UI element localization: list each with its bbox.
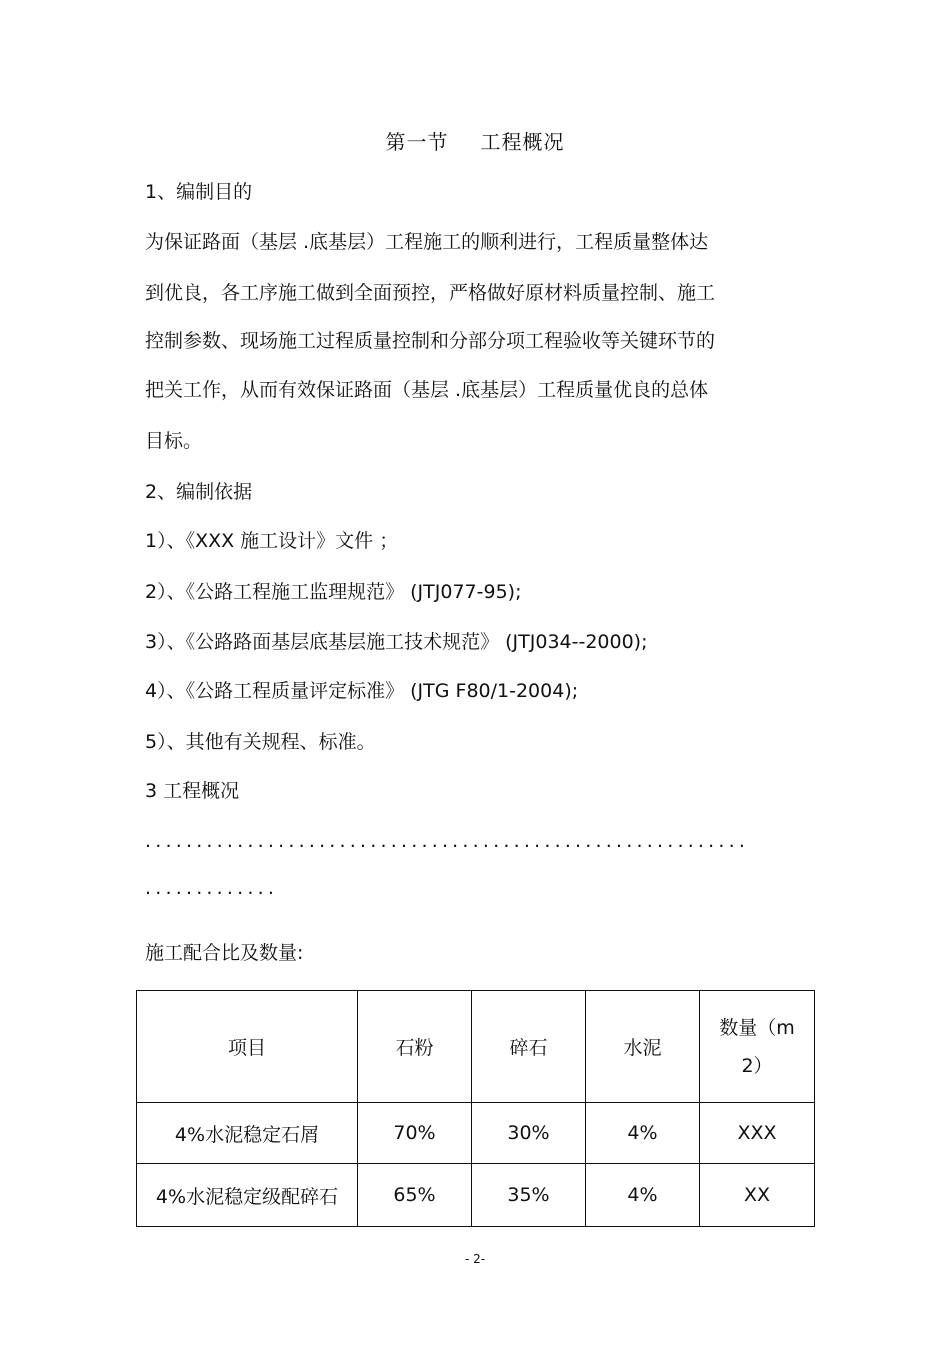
row-item: 4%水泥稳定石屑 xyxy=(137,1103,358,1164)
heading-overview: 3 工程概况 xyxy=(145,780,240,802)
row-stone-powder: 65% xyxy=(358,1164,472,1227)
basis-item-4: 4）、《公路工程质量评定标准》 (JTG F80/1-2004); xyxy=(145,680,579,702)
mix-caption: 施工配合比及数量: xyxy=(145,942,304,964)
row-quantity: XX xyxy=(700,1164,815,1227)
header-quantity xyxy=(700,991,815,1103)
header-cement: 水泥 xyxy=(586,991,700,1103)
basis-item-1: 1）、《XXX 施工设计》文件 ； xyxy=(145,530,399,552)
basis-item-3: 3）、《公路路面基层底基层施工技术规范》 (JTJ034--2000); xyxy=(145,631,648,653)
row-cement: 4% xyxy=(586,1164,700,1227)
row-gravel: 30% xyxy=(472,1103,586,1164)
row-cement: 4% xyxy=(586,1103,700,1164)
row-item: 4%水泥稳定级配碎石 xyxy=(137,1164,358,1227)
section-number: 第一节 xyxy=(385,130,449,154)
table-row xyxy=(137,1103,815,1164)
header-item: 项目 xyxy=(137,991,358,1103)
header-quantity-line-1: 数量（m xyxy=(719,1016,795,1039)
purpose-line-2: 到优良，各工序施工做到全面预控，严格做好原材料质量控制、施工 xyxy=(145,282,716,304)
header-gravel: 碎石 xyxy=(472,991,586,1103)
table-header-row xyxy=(137,991,815,1103)
purpose-line-1: 为保证路面（基层 .底基层）工程施工的顺利进行，工程质量整体达 xyxy=(145,231,709,253)
heading-purpose: 1、编制目的 xyxy=(145,181,253,203)
placeholder-dots-2: ............. xyxy=(145,877,279,899)
table-row xyxy=(137,1164,815,1227)
heading-basis: 2、编制依据 xyxy=(145,481,253,503)
row-gravel: 35% xyxy=(472,1164,586,1227)
basis-item-2: 2）、《公路工程施工监理规范》 (JTJ077-95); xyxy=(145,581,522,603)
page-number: - 2- xyxy=(464,1252,486,1266)
purpose-line-5: 目标。 xyxy=(145,430,203,452)
row-quantity: XXX xyxy=(700,1103,815,1164)
section-name: 工程概况 xyxy=(480,130,565,154)
purpose-line-3: 控制参数、现场施工过程质量控制和分部分项工程验收等关键环节的 xyxy=(145,330,716,352)
basis-item-5: 5）、其他有关规程、标准。 xyxy=(145,731,376,753)
mix-ratio-table xyxy=(136,990,815,1227)
placeholder-dots-1: ........................................................... xyxy=(145,830,750,852)
section-title xyxy=(0,126,950,155)
row-stone-powder: 70% xyxy=(358,1103,472,1164)
purpose-line-4: 把关工作，从而有效保证路面（基层 .底基层）工程质量优良的总体 xyxy=(145,379,709,401)
header-quantity-line-2: 2） xyxy=(741,1054,773,1077)
header-stone-powder: 石粉 xyxy=(358,991,472,1103)
